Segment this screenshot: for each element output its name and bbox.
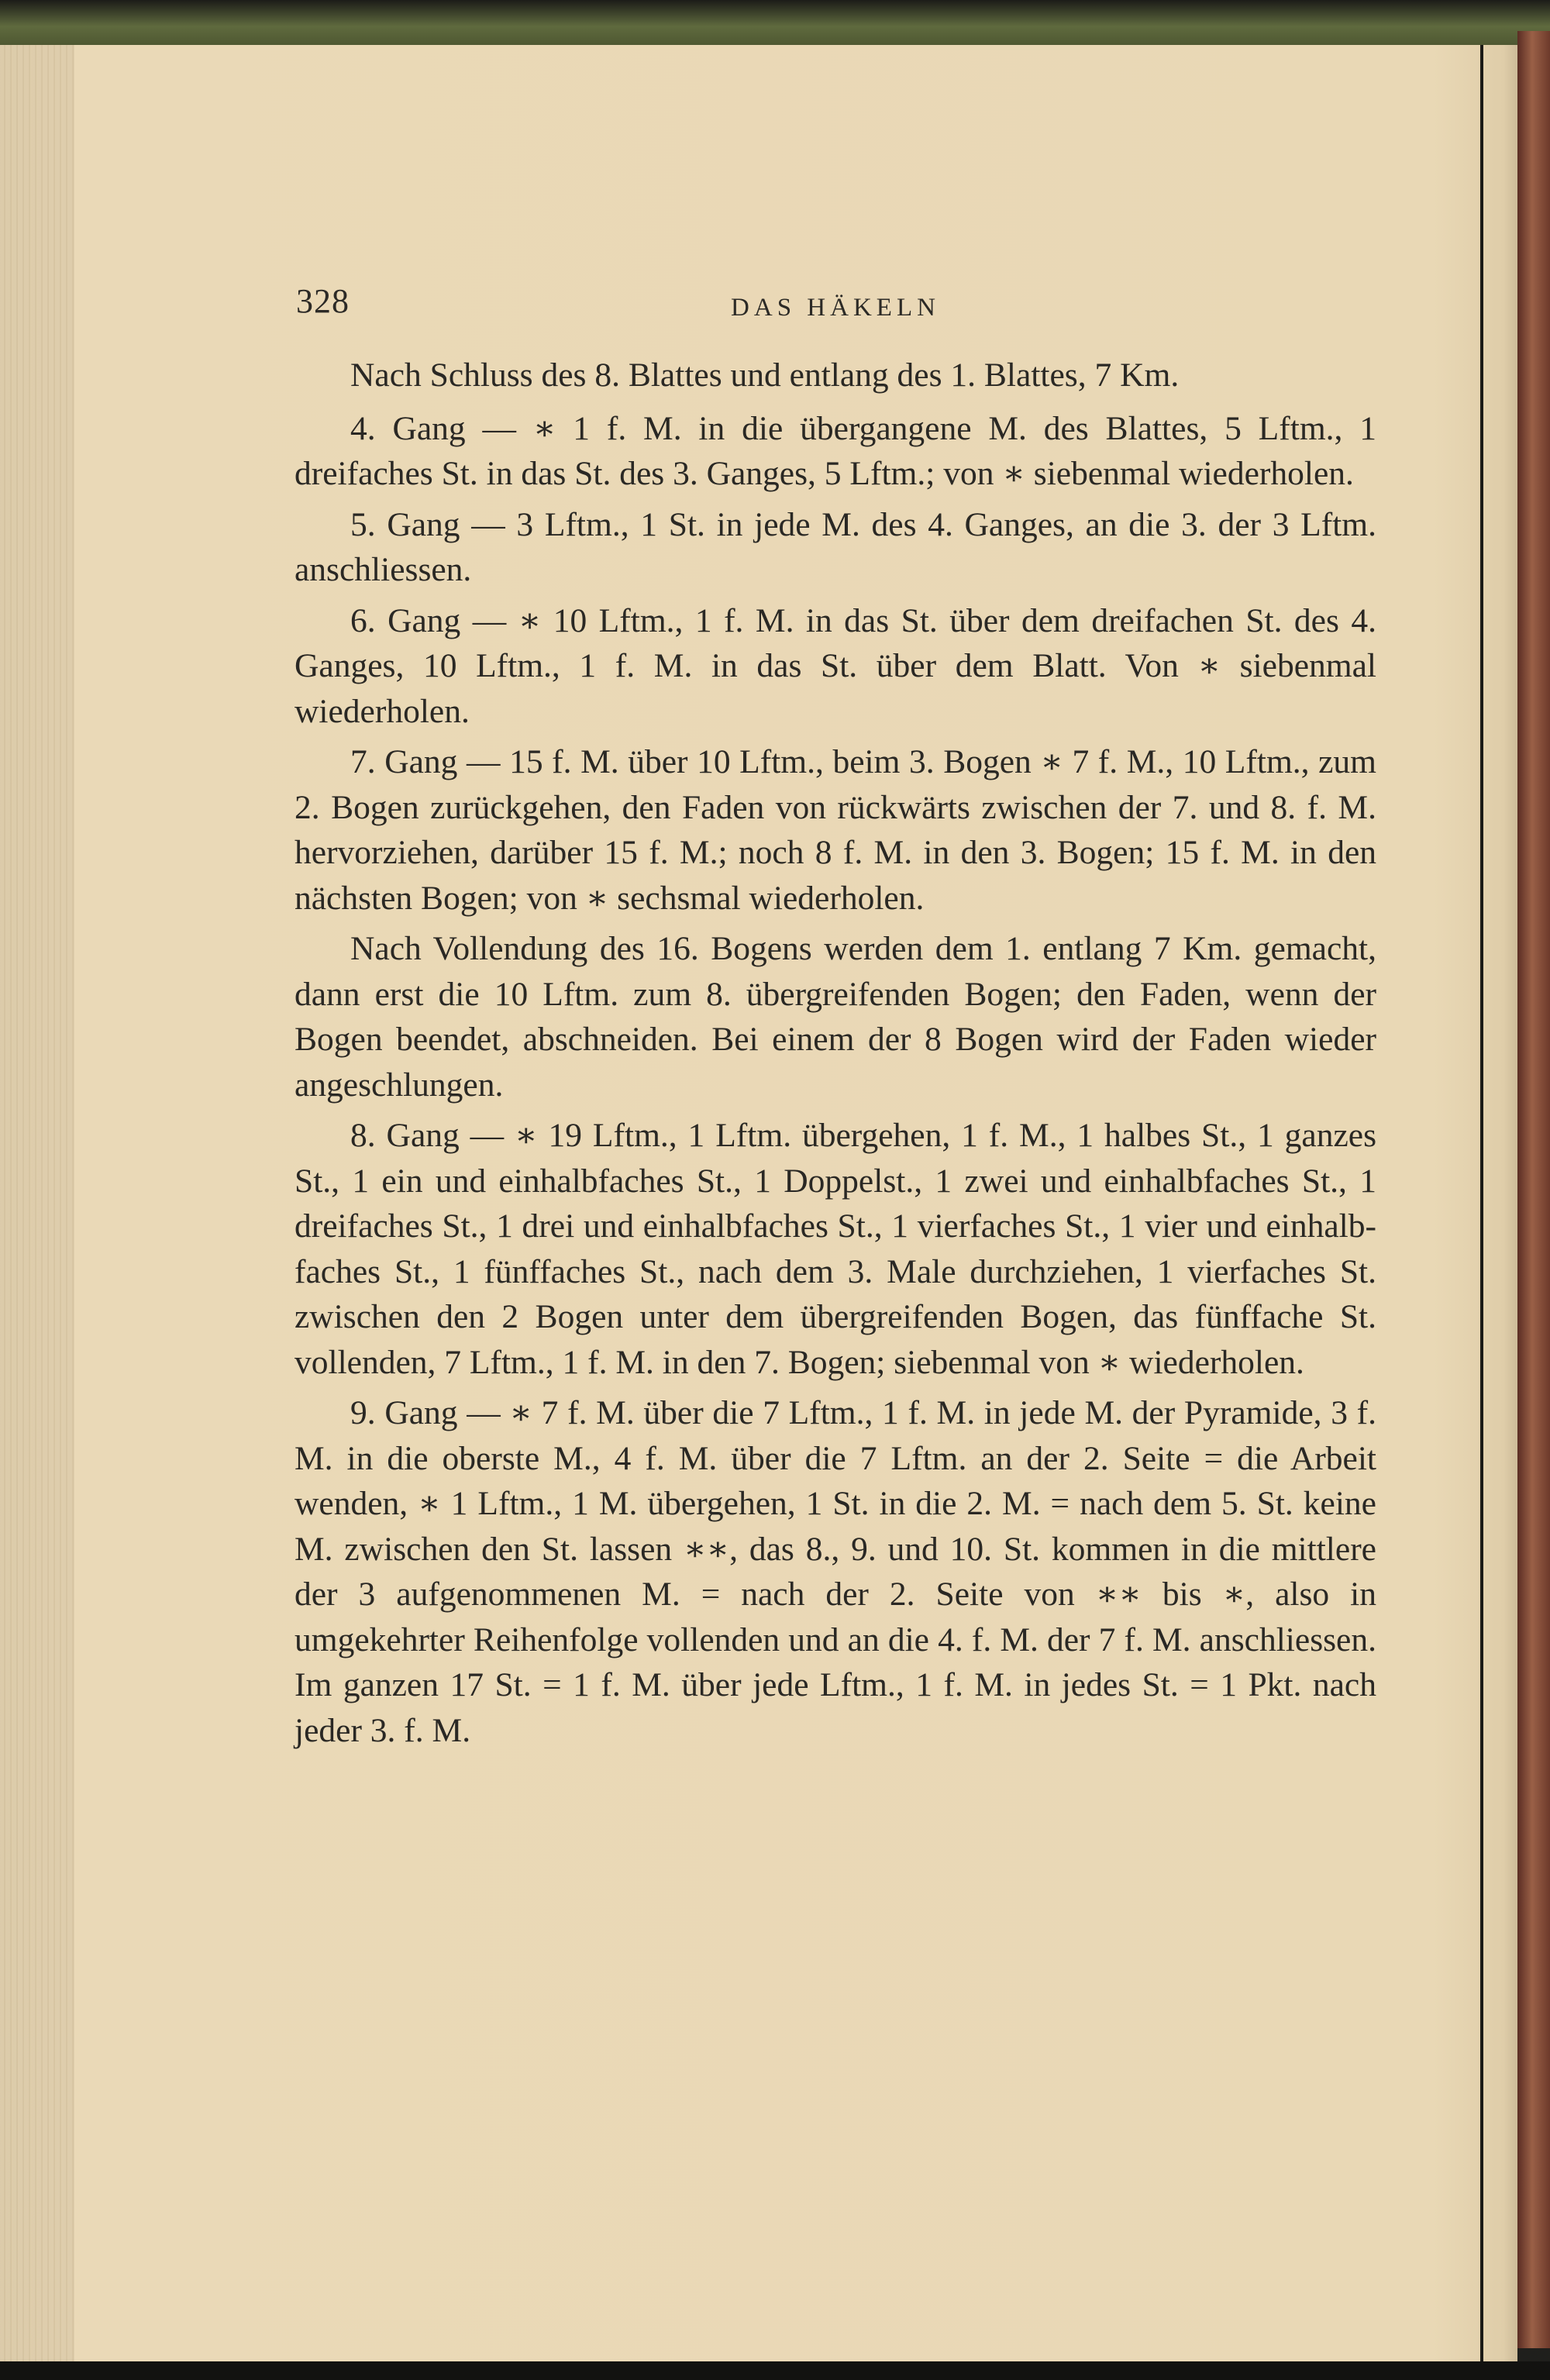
running-title: DAS HÄKELN (731, 294, 940, 322)
paragraph-gang-4: 4. Gang — ∗ 1 f. M. in die übergangene M. des Blattes, 5 Lftm., 1 dreifaches St. in das St. des 3. Ganges, 5 Lftm.; von ∗ siebenmal wiederholen. (294, 409, 1376, 492)
paragraph-gang-8: 8. Gang — ∗ 19 Lftm., 1 Lftm. übergehen, 1 f. M., 1 halbes St., 1 ganzes St., 1 ein und einhalbfaches St., 1 Doppelst., 1 zwei und einhalbfaches St., 1 dreifaches St., 1 drei und einhalbfaches St., 1 vierfaches St., 1 vier und einhalbfaches St., 1 fünffaches St., nach dem 3. Male durchziehen, 1 vierfaches St. zwischen den 2 Bogen unter dem übergreifenden Bogen, das fünffache St. vollenden, 7 Lftm., 1 f. M. in den 7. Bogen; siebenmal von ∗ wiederholen. (294, 1117, 1376, 1381)
paragraph-gang-5: 5. Gang — 3 Lftm., 1 St. in jede M. des 4. Ganges, an die 3. der 3 Lftm. anschliessen. (294, 505, 1376, 588)
paragraph-gang-6: 6. Gang — ∗ 10 Lftm., 1 f. M. in das St. über dem dreifachen St. des 4. Ganges, 10 Lftm., 1 f. M. in das St. über dem Blatt. Von ∗ siebenmal wiederholen. (294, 601, 1376, 730)
paragraph-gang-9: 9. Gang — ∗ 7 f. M. über die 7 Lftm., 1 f. M. in jede M. der Pyramide, 3 f. M. in die oberste M., 4 f. M. über die 7 Lftm. an der 2. Seite = die Arbeit wenden, ∗ 1 Lftm., 1 M. übergehen, 1 St. in die 2. M. = nach dem 5. St. keine M. zwischen den St. lassen ∗∗, das 8., 9. und 10. St. kommen in die mittlere der 3 aufgenommenen M. = nach der 2. Seite von ∗∗ bis ∗, also in umgekehrter Reihenfolge vollenden und an die 4. f. M. der 7 f. M. anschliessen. Im ganzen 17 St. = 1 f. M. über jede Lftm., 1 f. M. in jedes St. = 1 Pkt. nach jeder 3. f. M. (294, 1394, 1376, 1749)
page-gutter-shadow (1480, 45, 1483, 2362)
paragraph-vollendung: Nach Vollendung des 16. Bogens werden dem 1. entlang 7 Km. gemacht, dann erst die 10 Lftm. zum 8. übergreifenden Bogen; den Faden, wenn der Bogen beendet, abschneiden. Bei einem der 8 Bogen wird der Faden wieder angeschlungen. (294, 930, 1376, 1104)
paragraph-gang-7: 7. Gang — 15 f. M. über 10 Lftm., beim 3. Bogen ∗ 7 f. M., 10 Lftm., zum 2. Bogen zurückgehen, den Faden von rückwärts zwischen der 7. und 8. f. M. hervorziehen, darüber 15 f. M.; noch 8 f. M. in den 3. Bogen; 15 f. M. in den nächsten Bogen; von ∗ sechsmal wiederholen. (294, 743, 1376, 917)
book-cover-right-edge (1517, 31, 1550, 2348)
page-number: 328 (296, 282, 350, 320)
book-cover-bottom-edge (0, 2361, 1550, 2380)
page-header (294, 267, 1376, 329)
paragraph-intro: Nach Schluss des 8. Blattes und entlang des 1. Blattes, 7 Km. (350, 356, 1180, 394)
page-stack-edges (0, 45, 74, 2362)
body-text (294, 353, 1376, 1758)
book-cover-top-edge (0, 0, 1550, 48)
